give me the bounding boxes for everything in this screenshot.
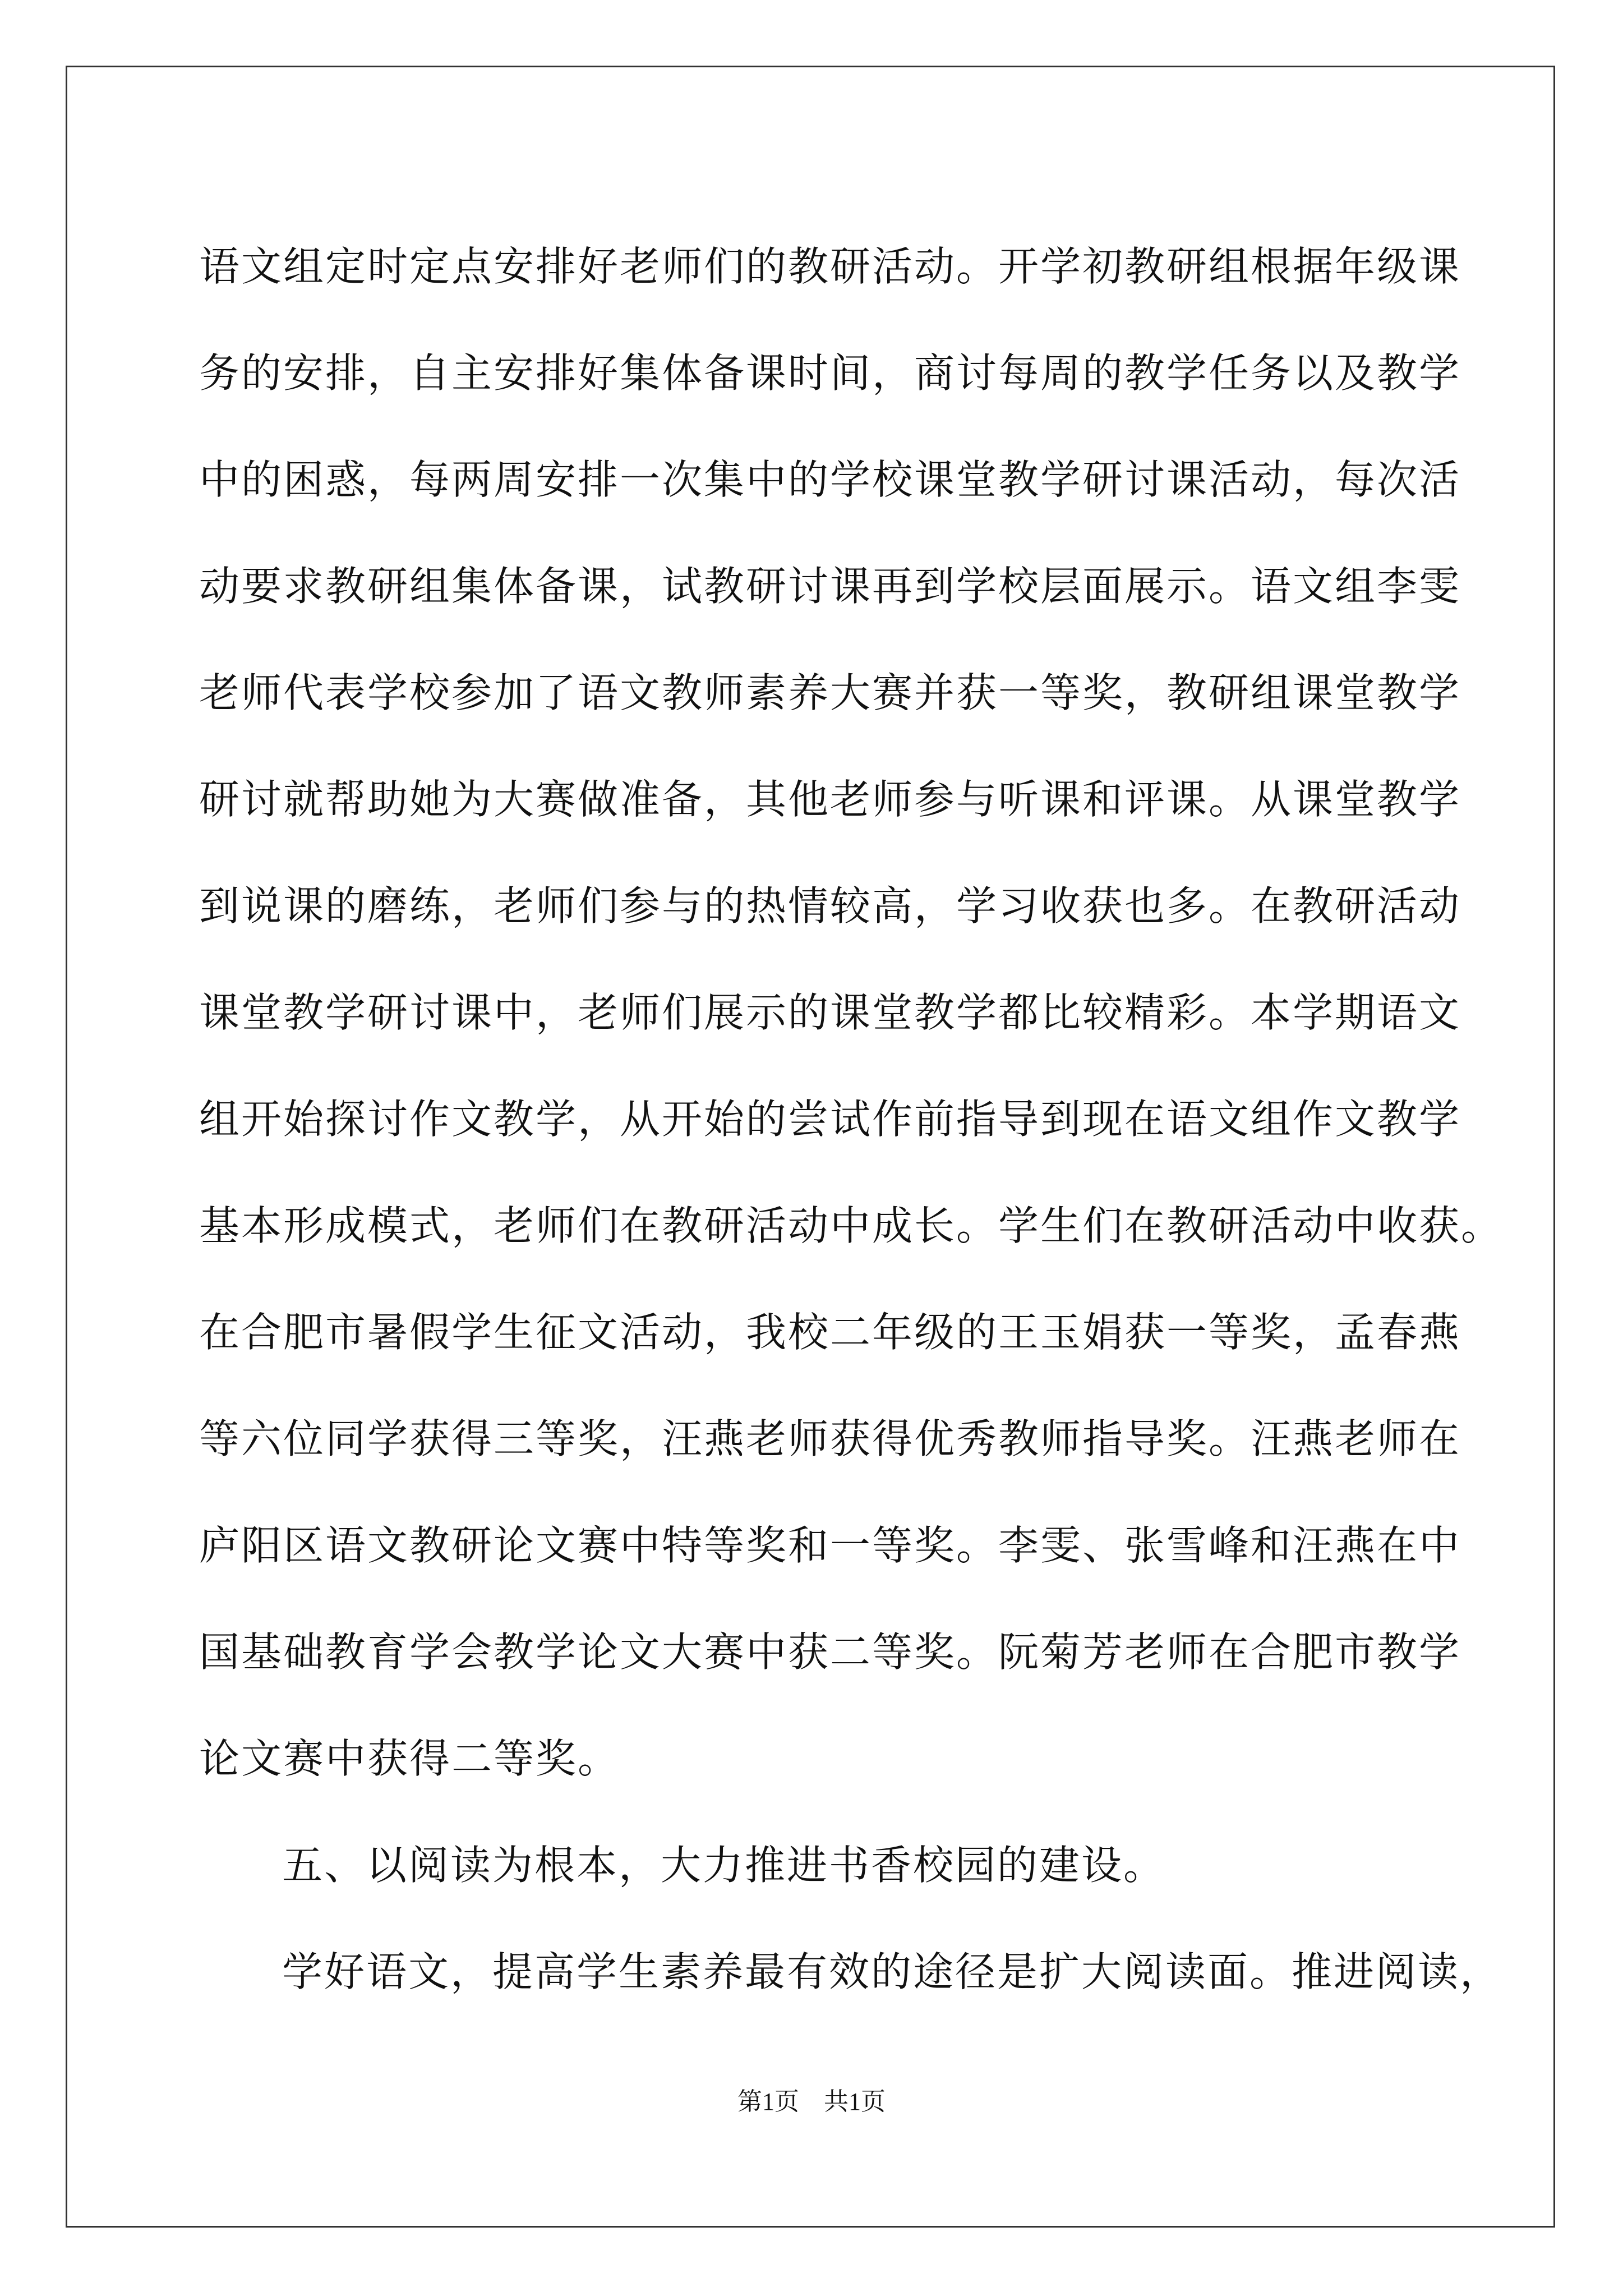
body-line: 组开始探讨作文教学，从开始的尝试作前指导到现在语文组作文教学 [199, 1096, 1461, 1143]
page-footer: 第1页 共1页 [737, 2088, 886, 2115]
body-line: 论文赛中获得二等奖。 [199, 1735, 620, 1782]
body-line: 中的困惑，每两周安排一次集中的学校课堂教学研讨课活动，每次活 [199, 456, 1461, 503]
document-body [199, 213, 1504, 2025]
body-line: 等六位同学获得三等奖，汪燕老师获得优秀教师指导奖。汪燕老师在 [199, 1415, 1461, 1462]
body-line: 务的安排，自主安排好集体备课时间，商讨每周的教学任务以及教学 [199, 349, 1461, 397]
paragraph-start-line: 学好语文，提高学生素养最有效的途径是扩大阅读面。推进阅读， [282, 1948, 1502, 1995]
body-line: 庐阳区语文教研论文赛中特等奖和一等奖。李雯、张雪峰和汪燕在中 [199, 1522, 1461, 1569]
body-line: 在合肥市暑假学生征文活动，我校二年级的王玉娟获一等奖，孟春燕 [199, 1309, 1461, 1356]
body-line: 课堂教学研讨课中，老师们展示的课堂教学都比较精彩。本学期语文 [199, 989, 1461, 1036]
body-line: 语文组定时定点安排好老师们的教研活动。开学初教研组根据年级课 [199, 243, 1461, 290]
body-line: 老师代表学校参加了语文教师素养大赛并获一等奖，教研组课堂教学 [199, 669, 1461, 716]
body-line: 到说课的磨练，老师们参与的热情较高，学习收获也多。在教研活动 [199, 882, 1461, 930]
body-line: 动要求教研组集体备课，试教研讨课再到学校层面展示。语文组李雯 [199, 563, 1461, 610]
section-heading: 五、以阅读为根本，大力推进书香校园的建设。 [282, 1842, 1166, 1889]
body-line: 基本形成模式，老师们在教研活动中成长。学生们在教研活动中收获。 [199, 1202, 1504, 1249]
body-line: 研讨就帮助她为大赛做准备，其他老师参与听课和评课。从课堂教学 [199, 776, 1461, 823]
body-line: 国基础教育学会教学论文大赛中获二等奖。阮菊芳老师在合肥市教学 [199, 1628, 1461, 1676]
